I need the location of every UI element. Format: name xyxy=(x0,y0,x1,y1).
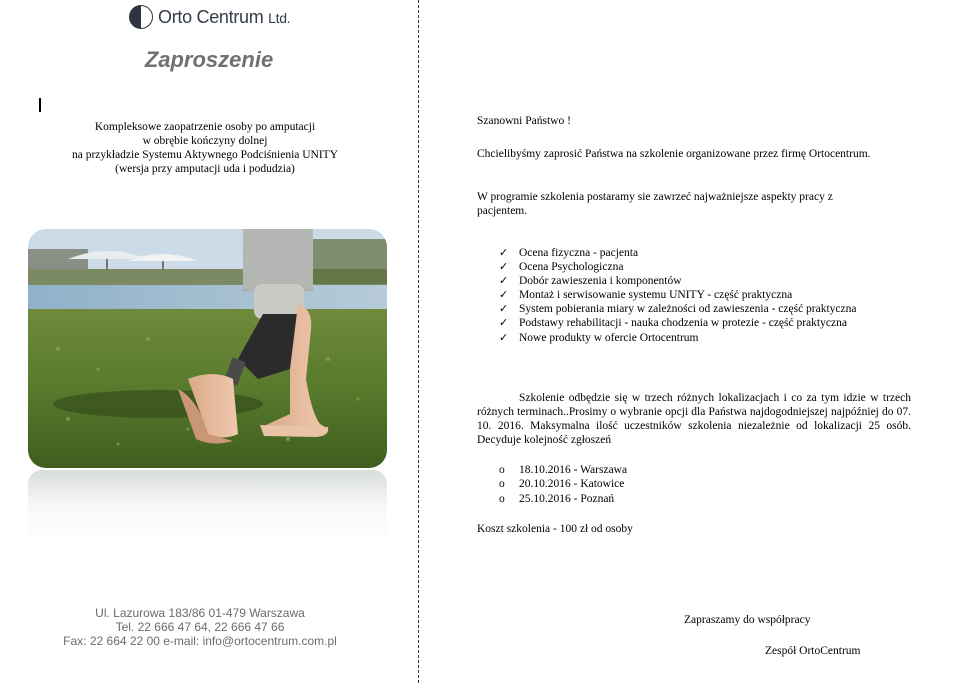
training-topics-list xyxy=(499,246,857,345)
checkmark-icon: ✓ xyxy=(499,317,509,330)
checkmark-icon: ✓ xyxy=(499,275,509,288)
list-item: o 18.10.2016 - Warszawa xyxy=(499,464,628,476)
training-dates-list xyxy=(499,463,627,506)
intro-line: (wersja przy amputacji uda i podudzia) xyxy=(115,163,295,175)
signature: Zespół OrtoCentrum xyxy=(765,645,861,657)
schedule-paragraph: Szkolenie odbędzie się w trzech różnych lokalizacjach i co za tym idzie w trzech różnych terminach..Prosimy o wybranie opcji dla Państwa najdogodniejszej najpóźniej do 07. 10. 2016. Maksymalna ilość uczestników szkolenia niezależnie od lokalizacji 25 osób. Decyduje kolejność zgłoszeń xyxy=(477,392,911,446)
circle-bullet-icon: o xyxy=(499,478,505,491)
checkmark-icon: ✓ xyxy=(499,303,509,316)
brand-name: Orto Centrum xyxy=(158,6,264,27)
intro-line: w obrębie kończyny dolnej xyxy=(142,135,268,147)
intro-line: na przykładzie Systemu Aktywnego Podciśnienia UNITY xyxy=(71,149,339,161)
list-item: ✓ Montaż i serwisowanie systemu UNITY - część praktyczna xyxy=(499,289,793,302)
list-item: ✓ Nowe produkty w ofercie Ortocentrum xyxy=(499,331,699,344)
brand-suffix: Ltd. xyxy=(268,9,291,26)
company-logo xyxy=(129,5,290,29)
checkmark-icon: ✓ xyxy=(499,331,509,344)
list-item: ✓ Ocena fizyczna - pacjenta xyxy=(499,247,639,259)
photo-illustration xyxy=(28,229,387,468)
greeting: Szanowni Państwo ! xyxy=(477,115,571,127)
circle-bullet-icon: o xyxy=(499,492,505,505)
program-paragraph: W programie szkolenia postaramy sie zawrzeć najważniejsze aspekty pracy z pacjentem. xyxy=(477,191,833,217)
photo-reflection xyxy=(28,470,387,545)
left-panel xyxy=(0,0,418,683)
list-item: ✓ Ocena Psychologiczna xyxy=(499,261,624,274)
page-title: Zaproszenie xyxy=(144,47,274,72)
right-panel xyxy=(419,0,979,683)
intro-text xyxy=(40,120,370,176)
list-item: o 20.10.2016 - Katowice xyxy=(499,478,625,491)
intro-line: Kompleksowe zaopatrzenie osoby po amputacji xyxy=(94,121,316,133)
list-item: ✓ System pobierania miary w zależności od zawieszenia - część praktyczna xyxy=(499,303,857,316)
fax-email-line: Fax: 22 664 22 00 e-mail: info@ortocentrum.com.pl xyxy=(63,634,337,648)
training-cost: Koszt szkolenia - 100 zł od osoby xyxy=(477,523,633,535)
logo-circle-icon xyxy=(129,5,153,29)
address-line: Ul. Lazurowa 183/86 01-479 Warszawa xyxy=(95,606,305,620)
invitation-paragraph: Chcielibyśmy zaprosić Państwa na szkolenie organizowane przez firmę Ortocentrum. xyxy=(477,148,871,160)
closing-invitation: Zapraszamy do współpracy xyxy=(684,614,811,626)
list-item: ✓ Podstawy rehabilitacji - nauka chodzenia w protezie - część praktyczna xyxy=(499,317,847,330)
prosthetic-leg-photo xyxy=(28,229,387,468)
checkmark-icon: ✓ xyxy=(499,261,509,274)
company-address xyxy=(0,606,400,648)
circle-bullet-icon: o xyxy=(499,464,505,476)
list-item: ✓ Dobór zawieszenia i komponentów xyxy=(499,275,682,288)
phone-line: Tel. 22 666 47 64, 22 666 47 66 xyxy=(115,620,285,634)
checkmark-icon: ✓ xyxy=(499,289,509,302)
text-cursor xyxy=(39,98,41,112)
checkmark-icon: ✓ xyxy=(499,247,509,259)
list-item: o 25.10.2016 - Poznań xyxy=(499,492,615,505)
